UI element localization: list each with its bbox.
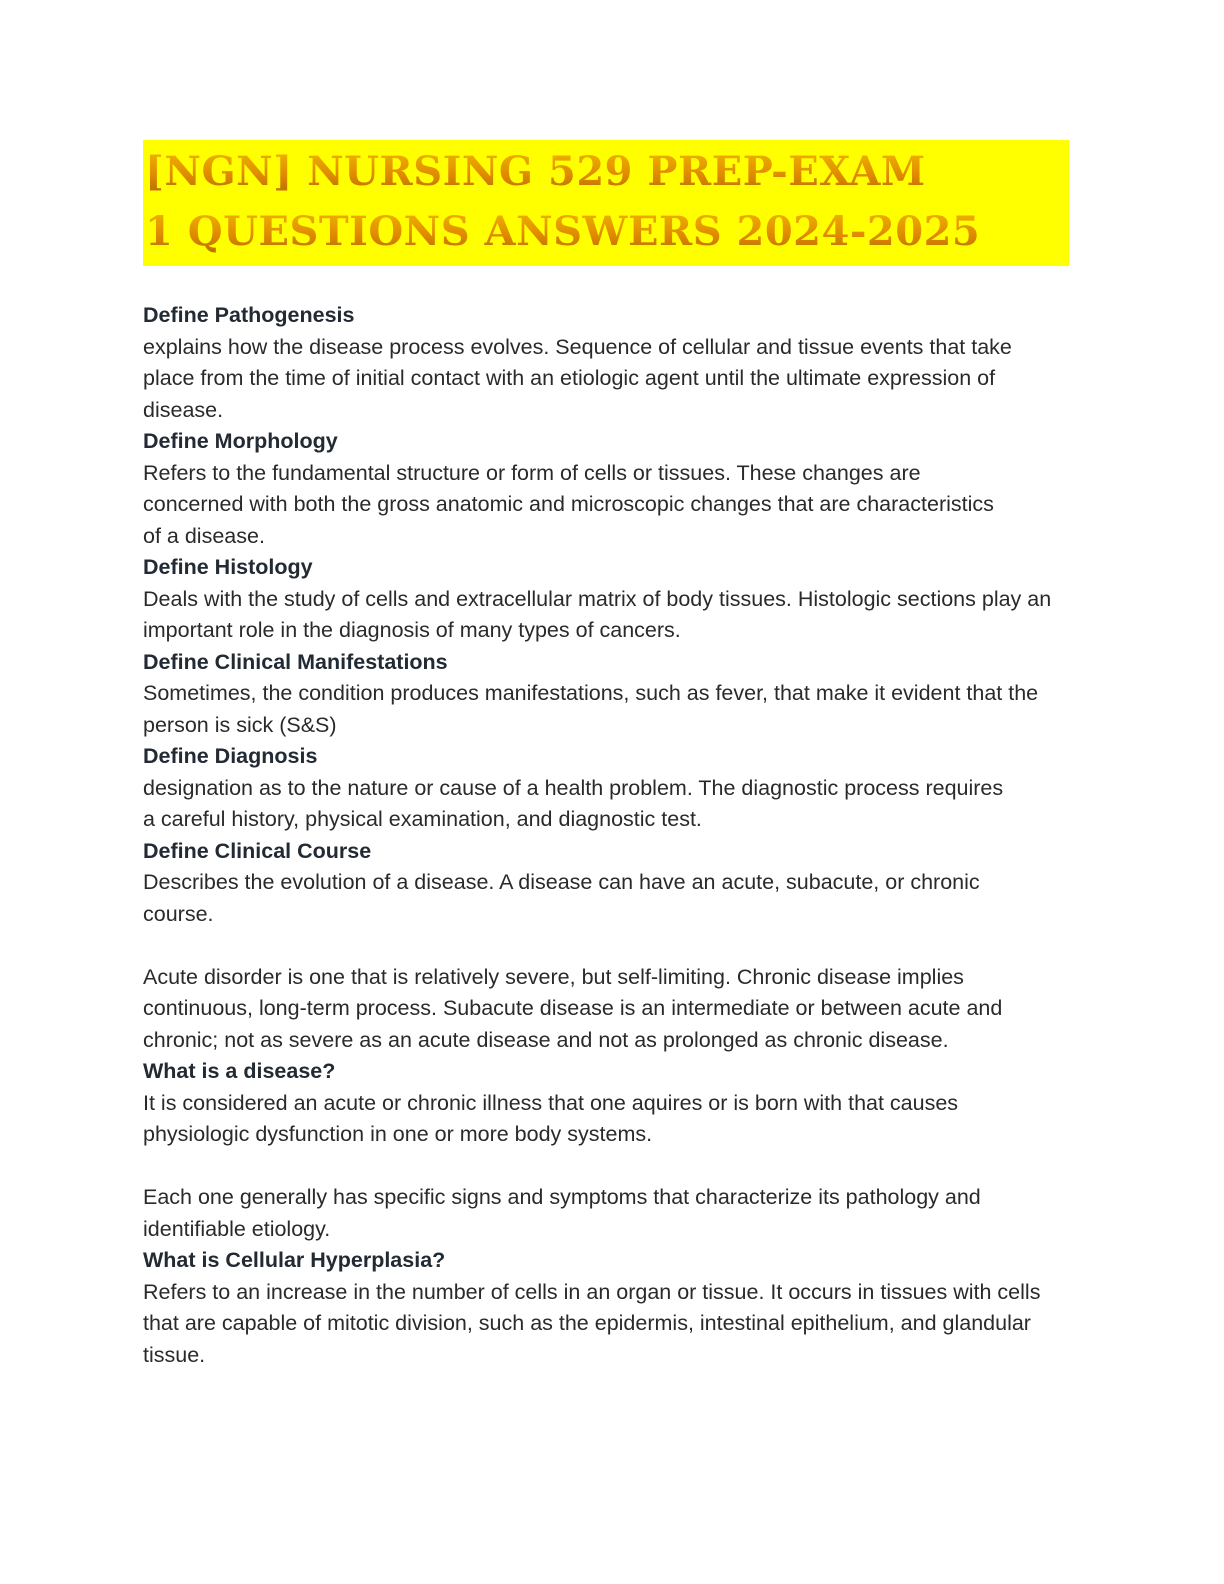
question: Define Morphology bbox=[143, 429, 338, 453]
answer: Refers to the fundamental structure or form of cells or tissues. These changes are concerned with both the gross anatomic and microscopic changes that are characteristics of a disease. bbox=[143, 460, 994, 548]
answer: Deals with the study of cells and extracellular matrix of body tissues. Histologic sections play an important role in the diagnosis of many types of cancers. bbox=[143, 586, 1052, 642]
question: Define Clinical Manifestations bbox=[143, 649, 448, 674]
document-page bbox=[143, 140, 1083, 1371]
answer: It is considered an acute or chronic illness that one aquires or is born with that causes physiologic dysfunction in one or more body systems. bbox=[143, 1090, 959, 1146]
answer: Sometimes, the condition produces manifestations, such as fever, that make it evident that the person is sick (S&S) bbox=[143, 681, 1039, 737]
question-answer-list bbox=[143, 300, 1083, 1371]
title-line-1: [NGN] NURSING 529 PREP-EXAM bbox=[145, 142, 1069, 202]
document-title bbox=[143, 140, 1069, 266]
question: Define Diagnosis bbox=[143, 744, 318, 768]
answer: explains how the disease process evolves. Sequence of cellular and tissue events that take place from the time of initial contact with an etiologic agent until the ultimate expression of disease. bbox=[143, 334, 1012, 422]
paragraph-gap bbox=[143, 1151, 1083, 1183]
answer: Refers to an increase in the number of cells in an organ or tissue. It occurs in tissues with cells that are capable of mitotic division, such as the epidermis, intestinal epithelium, and glandular tissue. bbox=[143, 1279, 1041, 1367]
answer: designation as to the nature or cause of a health problem. The diagnostic process requires a careful history, physical examination, and diagnostic test. bbox=[143, 775, 1004, 831]
question: What is a disease? bbox=[143, 1059, 336, 1083]
question: What is Cellular Hyperplasia? bbox=[143, 1248, 446, 1272]
question: Define Histology bbox=[143, 555, 313, 579]
answer-continued: Acute disorder is one that is relatively severe, but self-limiting. Chronic disease implies continuous, long-term process. Subacute disease is an intermediate or between acute and chronic; not as severe as an acute disease and not as prolonged as chronic disease. bbox=[143, 964, 1003, 1052]
question: Define Pathogenesis bbox=[143, 303, 355, 327]
paragraph-gap bbox=[143, 930, 1083, 962]
answer: Describes the evolution of a disease. A disease can have an acute, subacute, or chronic course. bbox=[143, 870, 980, 926]
answer-continued: Each one generally has specific signs and symptoms that characterize its pathology and identifiable etiology. bbox=[143, 1185, 981, 1241]
title-line-2: 1 QUESTIONS ANSWERS 2024-2025 bbox=[145, 202, 1069, 262]
question: Define Clinical Course bbox=[143, 838, 372, 863]
